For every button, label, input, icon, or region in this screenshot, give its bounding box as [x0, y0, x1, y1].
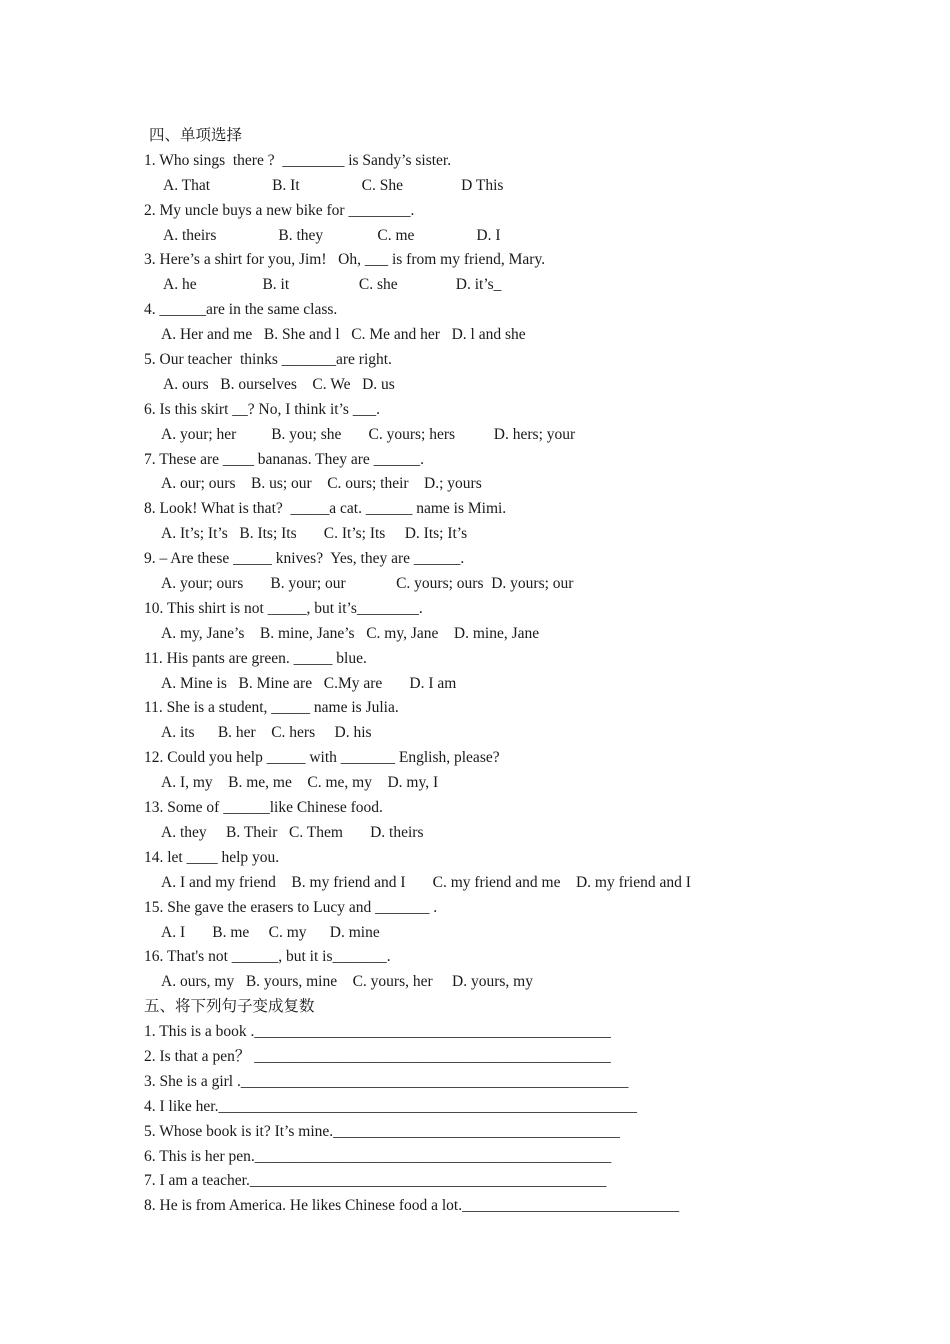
question-8: 8. Look! What is that? _____a cat. ______ name is Mimi.	[144, 500, 507, 518]
question-6-options: A. your; her B. you; she C. yours; hers D. hers; your	[161, 425, 576, 443]
question-13-options: A. they B. Their C. Them D. theirs	[161, 823, 424, 841]
question-5-options: A. ours B. ourselves C. We D. us	[163, 375, 395, 393]
question-14: 14. let ____ help you.	[144, 848, 280, 866]
question-11a: 11. His pants are green. _____ blue.	[144, 649, 367, 667]
question-3: 3. Here’s a shirt for you, Jim! Oh, ___ is from my friend, Mary.	[144, 251, 546, 269]
plural-exercise-7: 7. I am a teacher.______________________________________________	[144, 1172, 607, 1190]
question-6: 6. Is this skirt __? No, I think it’s ___.	[144, 400, 380, 418]
section-4-heading: 四、单项选择	[149, 127, 243, 144]
question-15-options: A. I B. me C. my D. mine	[161, 923, 380, 941]
question-12-options: A. I, my B. me, me C. me, my D. my, I	[161, 774, 439, 792]
question-4: 4. ______are in the same class.	[144, 301, 338, 319]
plural-exercise-5: 5. Whose book is it? It’s mine._____________________________________	[144, 1122, 620, 1140]
question-5: 5. Our teacher thinks _______are right.	[144, 351, 392, 369]
question-11b: 11. She is a student, _____ name is Julia.	[144, 699, 399, 717]
plural-exercise-2: 2. Is that a pen？ ______________________________________________	[144, 1047, 611, 1065]
plural-exercise-1: 1. This is a book .______________________________________________	[144, 1023, 611, 1041]
question-7-options: A. our; ours B. us; our C. ours; their D.; yours	[161, 475, 482, 493]
question-10-options: A. my, Jane’s B. mine, Jane’s C. my, Jane D. mine, Jane	[161, 624, 540, 642]
question-15: 15. She gave the erasers to Lucy and _______ .	[144, 898, 438, 916]
question-9: 9. – Are these _____ knives? Yes, they are ______.	[144, 550, 465, 568]
question-12: 12. Could you help _____ with _______ English, please?	[144, 749, 500, 767]
plural-exercise-6: 6. This is her pen.______________________________________________	[144, 1147, 612, 1165]
worksheet-page	[0, 124, 950, 1219]
question-1: 1. Who sings there ? ________ is Sandy’s sister.	[144, 151, 452, 169]
question-10: 10. This shirt is not _____, but it’s________.	[144, 599, 423, 617]
question-16: 16. That's not ______, but it is_______.	[144, 948, 391, 966]
question-1-options: A. That B. It C. She D This	[163, 176, 504, 194]
plural-exercise-4: 4. I like her.______________________________________________________	[144, 1097, 637, 1115]
question-2-options: A. theirs B. they C. me D. I	[163, 226, 501, 244]
question-9-options: A. your; ours B. your; our C. yours; ours D. yours; our	[161, 575, 574, 593]
question-7: 7. These are ____ bananas. They are ______.	[144, 450, 425, 468]
question-11b-options: A. its B. her C. hers D. his	[161, 724, 372, 742]
question-14-options: A. I and my friend B. my friend and I C. my friend and me D. my friend and I	[161, 873, 691, 891]
question-11a-options: A. Mine is B. Mine are C.My are D. I am	[161, 674, 457, 692]
question-3-options: A. he B. it C. she D. it’s_	[163, 276, 502, 294]
section-5-heading: 五、将下列句子变成复数	[144, 998, 315, 1016]
plural-exercise-8: 8. He is from America. He likes Chinese food a lot.____________________________	[144, 1197, 680, 1215]
question-13: 13. Some of ______like Chinese food.	[144, 799, 383, 817]
question-16-options: A. ours, my B. yours, mine C. yours, her D. yours, my	[161, 973, 533, 991]
question-8-options: A. It’s; It’s B. Its; Its C. It’s; Its D. Its; It’s	[161, 525, 468, 543]
question-4-options: A. Her and me B. She and l C. Me and her D. l and she	[161, 326, 526, 344]
question-2: 2. My uncle buys a new bike for ________.	[144, 201, 415, 219]
plural-exercise-3: 3. She is a girl .__________________________________________________	[144, 1072, 629, 1090]
